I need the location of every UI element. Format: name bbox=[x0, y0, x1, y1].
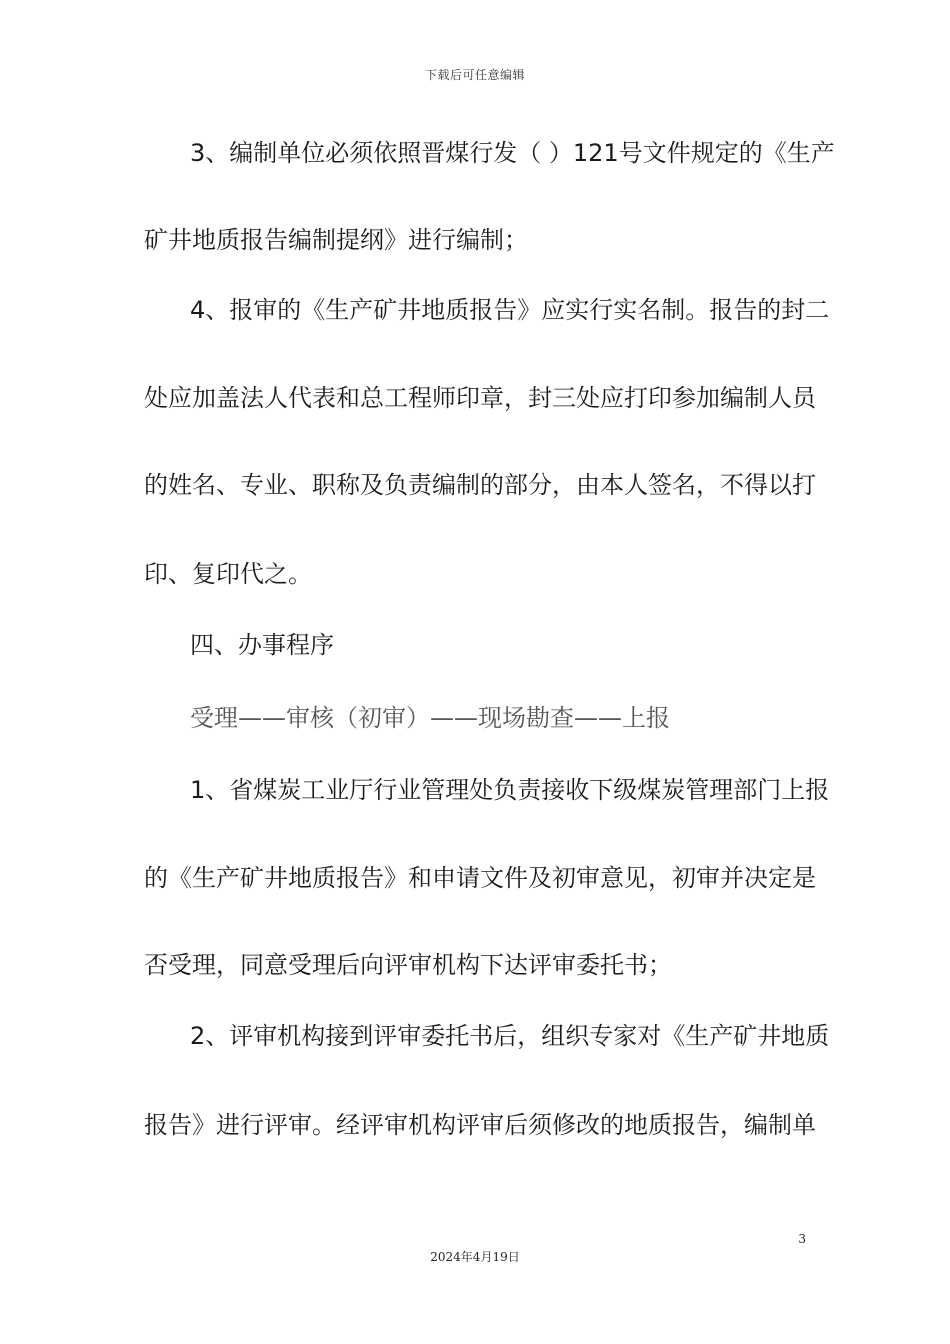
paragraph-line-5: 的姓名、专业、职称及负责编制的部分，由本人签名，不得以打 bbox=[144, 471, 816, 499]
procedure-flow: 受理——审核（初审）——现场勘查——上报 bbox=[190, 704, 670, 732]
paragraph-line-11: 否受理，同意受理后向评审机构下达评审委托书； bbox=[144, 951, 672, 979]
section-heading: 四、办事程序 bbox=[190, 631, 334, 659]
page-header: 下载后可任意编辑 bbox=[424, 68, 525, 82]
footer-date: 2024年4月19日 bbox=[430, 1250, 520, 1264]
page-number: 3 bbox=[798, 1232, 806, 1246]
paragraph-line-9: 1、省煤炭工业厅行业管理处负责接收下级煤炭管理部门上报 bbox=[190, 776, 830, 804]
paragraph-line-12: 2、评审机构接到评审委托书后，组织专家对《生产矿井地质 bbox=[190, 1022, 830, 1050]
paragraph-line-10: 的《生产矿井地质报告》和申请文件及初审意见，初审并决定是 bbox=[144, 864, 816, 892]
paragraph-line-4: 处应加盖法人代表和总工程师印章，封三处应打印参加编制人员 bbox=[144, 384, 816, 412]
paragraph-line-6: 印、复印代之。 bbox=[144, 560, 312, 588]
paragraph-line-3: 4、报审的《生产矿井地质报告》应实行实名制。报告的封二 bbox=[190, 296, 830, 324]
paragraph-line-1: 3、编制单位必须依照晋煤行发（ ）121号文件规定的《生产 bbox=[190, 139, 835, 167]
paragraph-line-13: 报告》进行评审。经评审机构评审后须修改的地质报告，编制单 bbox=[144, 1111, 816, 1139]
paragraph-line-2: 矿井地质报告编制提纲》进行编制； bbox=[144, 226, 528, 254]
